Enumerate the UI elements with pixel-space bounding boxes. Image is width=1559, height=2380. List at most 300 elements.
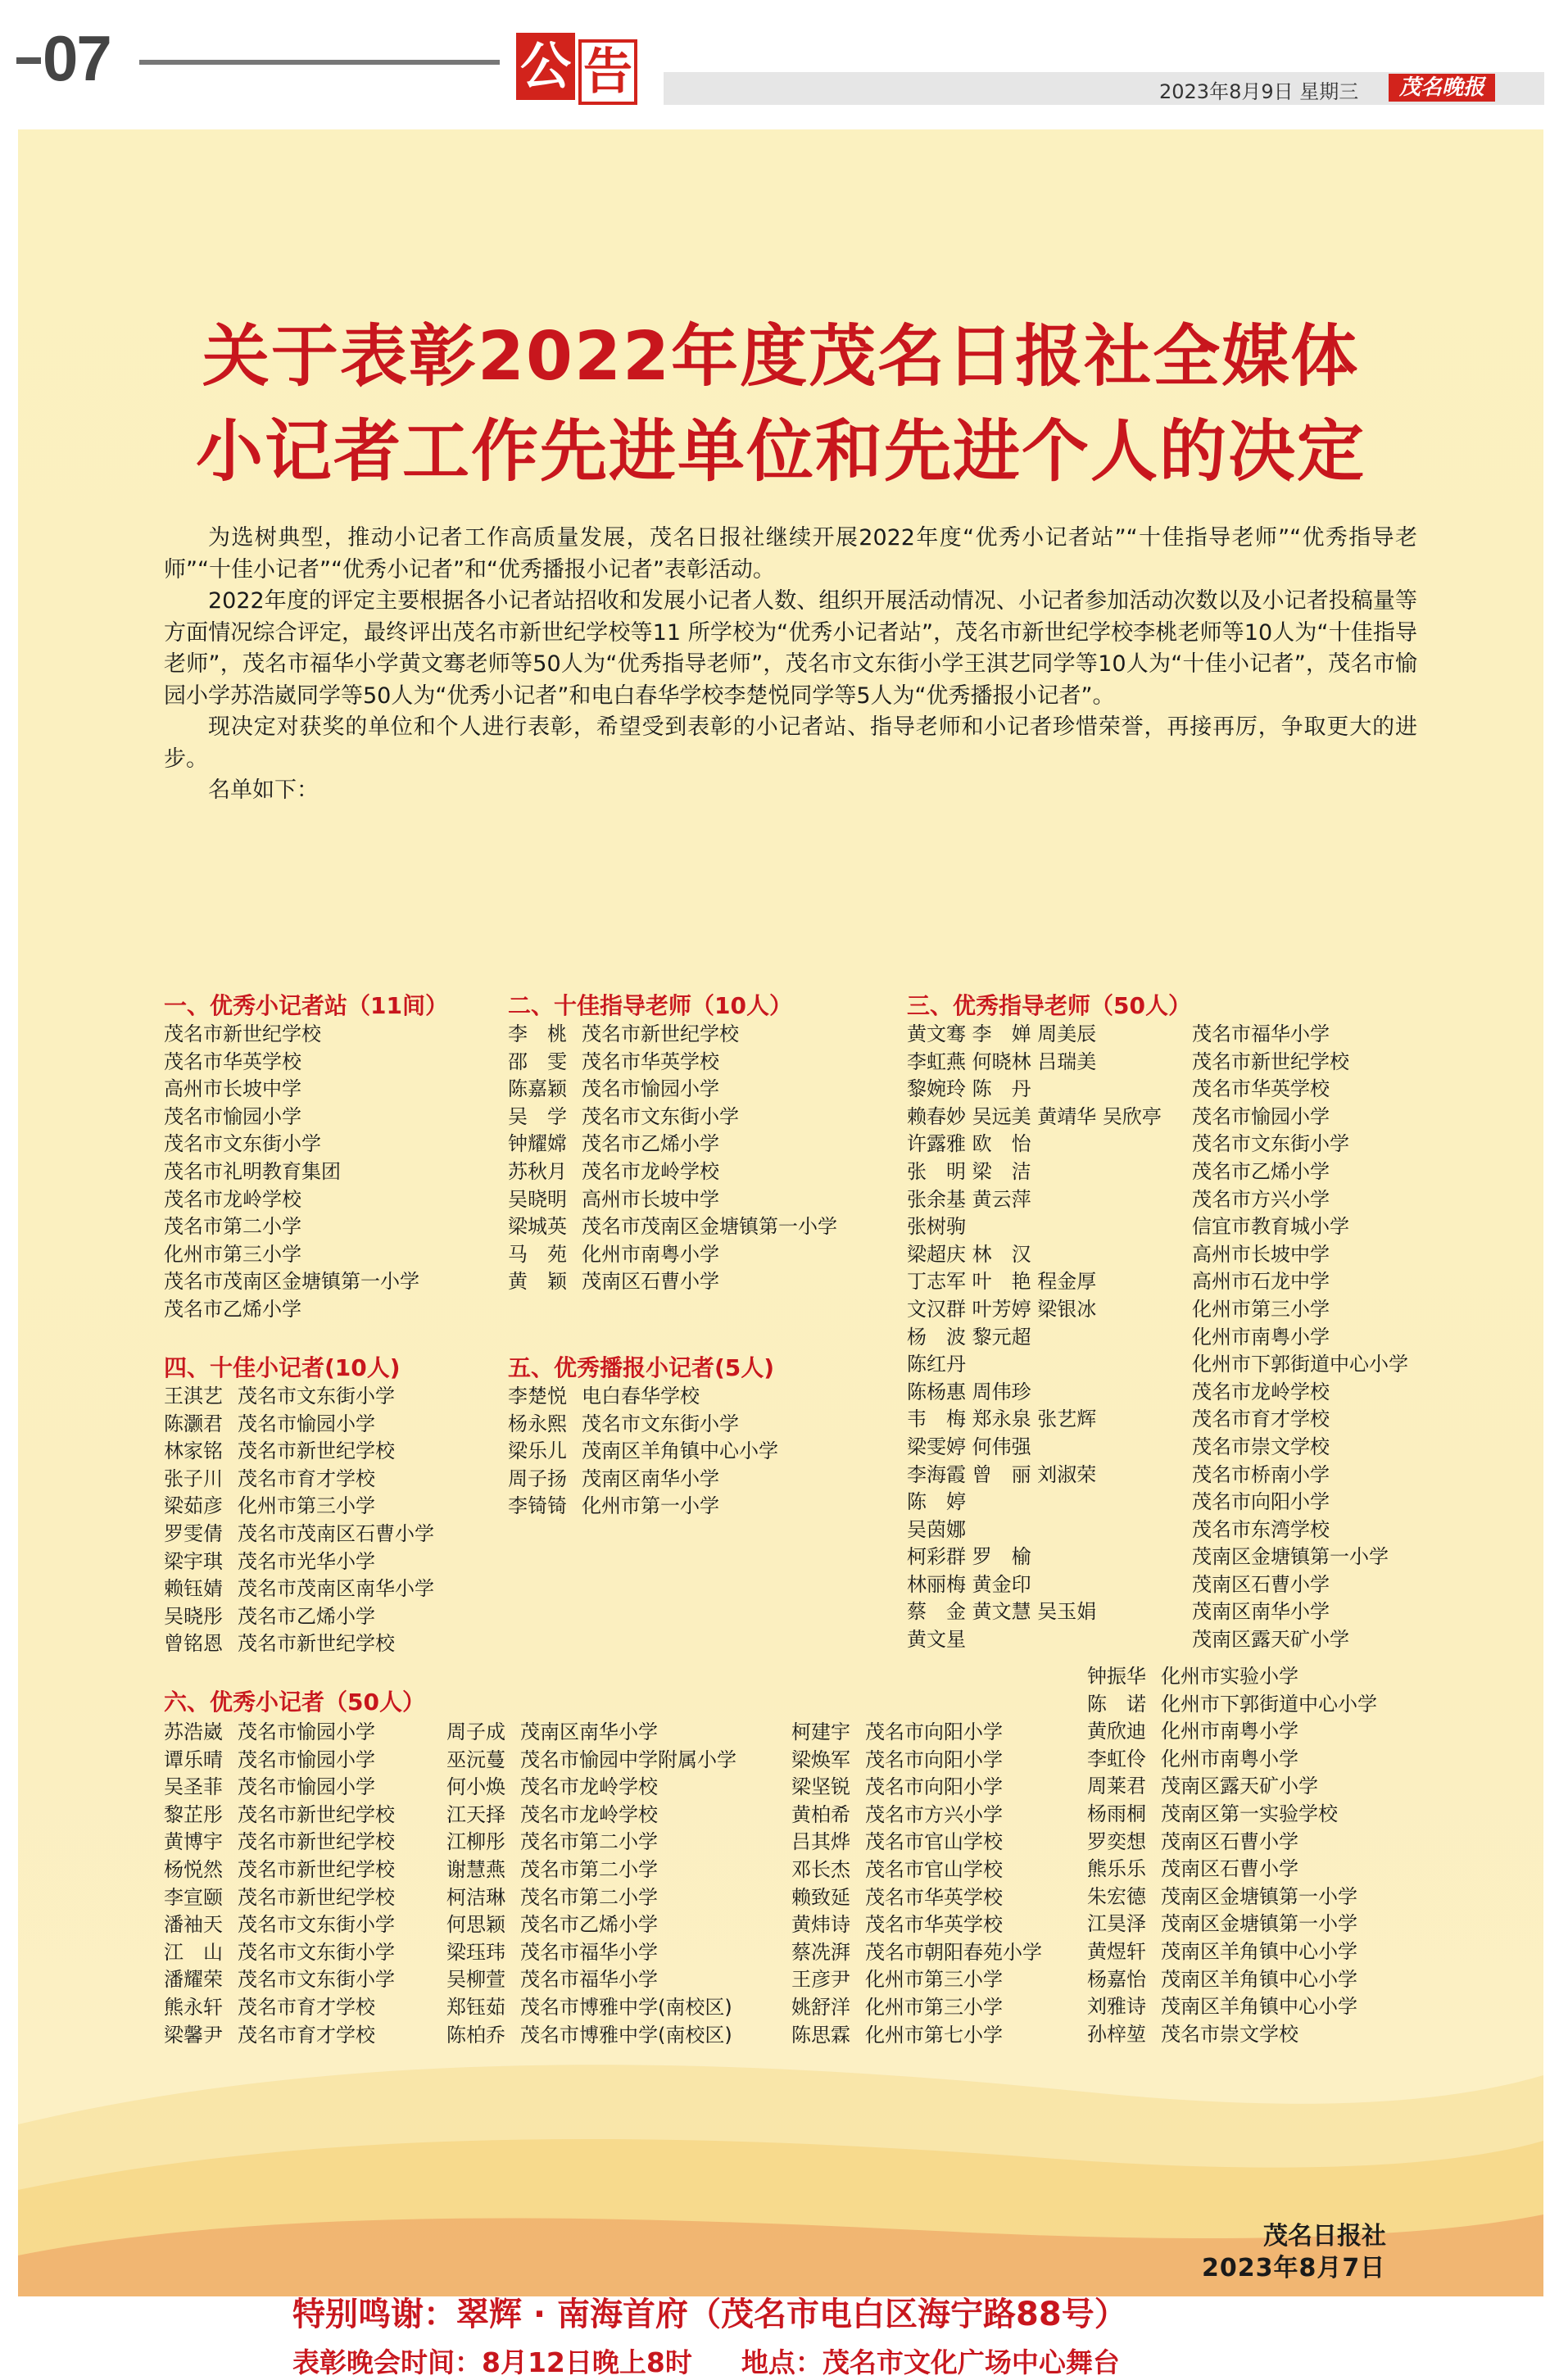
school-name: 茂名市文东街小学 [238,1913,395,1937]
list-item [164,1383,434,1411]
list-item: 高州市长坡中学 [164,1077,301,1101]
person-name: 梁珏玮 [446,1940,505,1964]
list-item [508,1049,837,1077]
person-name: 梁宇琪 [164,1549,223,1573]
list-item [907,1626,1408,1654]
list-item [164,1774,395,1802]
list-item [508,1213,837,1241]
list-item [1087,1884,1377,1911]
reporter-column-3 [791,1719,1042,2049]
list-item [508,1241,837,1269]
list-item [907,1544,1408,1571]
list-item [164,1466,434,1494]
reporter-list [446,1719,736,2049]
signature-date: 2023年8月7日 [1202,2254,1386,2283]
list-item [791,1802,1042,1829]
list-item: 茂名市新世纪学校 [164,1022,321,1045]
person-name: 江昊泽 [1087,1912,1146,1936]
list-item [164,1575,434,1603]
list-item [508,1186,837,1214]
list-item [446,1856,736,1884]
list-item [907,1021,1408,1049]
school-name: 茂名市博雅中学(南校区) [520,2023,732,2047]
list-item [791,1774,1042,1802]
person-name: 吴晓明 [508,1187,567,1211]
person-name: 李 桃 [508,1022,567,1045]
person-name: 陈嘉颖 [508,1077,567,1101]
list-item [907,1462,1408,1489]
school-name: 化州市第三小学 [865,1995,1003,2019]
school-name: 茂名市文东街小学 [582,1104,739,1128]
person-name: 柯建宇 [791,1720,850,1743]
page-header [0,0,1559,123]
school-name: 茂名市新世纪学校 [238,1632,395,1656]
list-item [164,1603,434,1631]
person-name: 杨永熙 [508,1412,567,1435]
person-name: 梁茹彦 [164,1494,223,1518]
event-place: 地点：茂名市文化广场中心舞台 [741,2346,1120,2378]
section-title: 三、优秀指导老师（50人） [907,992,1191,1019]
header-dash [16,57,41,64]
person-name: 邵 雯 [508,1049,567,1073]
person-name: 苏秋月 [508,1159,567,1183]
person-name: 周子扬 [508,1467,567,1490]
list-item [164,1911,395,1939]
person-name: 苏浩崴 [164,1720,223,1743]
person-name: 熊永轩 [164,1995,223,2019]
signature-org: 茂名日报社 [1263,2222,1386,2251]
section-title: 六、优秀小记者（50人） [164,1689,425,1716]
person-name: 黄炜诗 [791,1913,850,1937]
person-name: 李楚悦 [508,1385,567,1408]
person-name: 朱宏德 [1087,1884,1146,1908]
school-name: 茂名市新世纪学校 [238,1802,395,1826]
list-item [446,1939,736,1967]
school-name: 茂名市东湾学校 [1192,1517,1330,1541]
person-name: 李宣颐 [164,1885,223,1909]
school-name: 茂名市向阳小学 [1192,1490,1330,1514]
person-name: 吴柳萱 [446,1968,505,1992]
person-name: 赖钰婧 [164,1577,223,1601]
list-item [907,1571,1408,1599]
list-item [446,2022,736,2050]
school-name: 茂名市文东街小学 [238,1968,395,1992]
list-item [1087,1993,1377,2021]
person-name: 吴 学 [508,1104,567,1128]
person-name: 谢慧燕 [446,1857,505,1881]
list-item [907,1213,1408,1241]
section-broadcast-reporters [508,1353,778,1521]
school-name: 茂名市向阳小学 [865,1720,1003,1743]
list-item [907,1598,1408,1626]
list-item [508,1493,778,1521]
person-name: 黎婉玲 陈 丹 [907,1077,1031,1101]
event-info [292,2341,1169,2380]
list-item: 茂名市愉园小学 [164,1104,301,1128]
person-name: 姚舒洋 [791,1995,850,2019]
school-name: 化州市第三小学 [1192,1297,1330,1321]
list-item [907,1516,1408,1544]
school-name: 茂名市光华小学 [238,1549,375,1573]
list-item [164,1548,434,1576]
school-name: 茂名市新世纪学校 [238,1885,395,1909]
issue-date: 2023年8月9日 星期三 [1159,80,1359,103]
school-name: 茂名市愉园小学 [238,1720,375,1743]
list-item: 茂名市茂南区金塘镇第一小学 [164,1270,419,1294]
list-item [164,1747,395,1775]
list-item [164,1939,395,1967]
list-item [907,1049,1408,1077]
school-name: 茂名市愉园小学 [238,1748,375,1771]
list-item [1087,1718,1377,1746]
person-name: 杨嘉怡 [1087,1967,1146,1991]
person-name: 梁雯婷 何伟强 [907,1435,1031,1458]
list-item: 茂名市华英学校 [164,1049,301,1073]
list-item [907,1241,1408,1269]
teacher-list [508,1021,837,1296]
person-name: 文汉群 叶芳婷 梁银冰 [907,1297,1097,1321]
person-name: 马 苑 [508,1242,567,1266]
person-name: 邓长杰 [791,1857,850,1881]
school-name: 茂南区金塘镇第一小学 [1161,1884,1357,1908]
school-name: 化州市实验小学 [1161,1665,1298,1688]
list-item [164,1856,395,1884]
teacher-list [907,1021,1408,1654]
list-item [508,1466,778,1494]
list-item [1087,1663,1377,1691]
person-name: 梁馨尹 [164,2023,223,2047]
intro-paragraph: 名单如下： [208,777,319,803]
reporter-list [791,1719,1042,2049]
list-item [907,1186,1408,1214]
school-name: 化州市南粤小学 [1192,1325,1330,1349]
list-item [791,1994,1042,2022]
school-name: 茂名市第二小学 [520,1857,658,1881]
school-name: 茂南区南华小学 [582,1467,719,1490]
person-name: 丁志军 叶 艳 程金厚 [907,1270,1097,1294]
person-name: 钟耀嫦 [508,1132,567,1156]
person-name: 何小焕 [446,1775,505,1799]
school-name: 茂名市文东街小学 [238,1385,395,1408]
school-name: 茂南区石曹小学 [1161,1829,1298,1853]
section-excellent-reporters [164,1688,425,1717]
school-name: 茂名市向阳小学 [865,1748,1003,1771]
person-name: 黄文骞 李 婵 周美辰 [907,1022,1097,1045]
school-name: 茂名市华英学校 [865,1913,1003,1937]
school-name: 茂名市福华小学 [1192,1022,1330,1045]
school-name: 茂名市官山学校 [865,1830,1003,1854]
school-name: 茂名市愉园小学 [238,1775,375,1799]
person-name: 陈 诺 [1087,1692,1146,1716]
list-item [907,1296,1408,1324]
intro-text [164,523,1417,807]
intro-paragraph: 2022年度的评定主要根据各小记者站招收和发展小记者人数、组织开展活动情况、小记者参加活动次数以及小记者投稿量等方面情况综合评定，最终评出茂名市新世纪学校等11 所学校为“优秀小记者站”，茂名市新世纪学校李桃老师等10人为“十佳指导老师”，茂名市福华小学黄文骞老师等50人为“优秀指导老师”，茂名市文东街小学王淇艺同学等10人为“十佳小记者”，茂名市愉园小学苏浩崴同学等50人为“优秀小记者”和电白春华学校李楚悦同学等5人为“优秀播报小记者”。 [164,588,1417,709]
section-top10-reporters [164,1353,434,1658]
person-name: 黄欣迪 [1087,1720,1146,1743]
reporter-list [164,1383,434,1658]
school-name: 茂名市茂南区金塘镇第一小学 [582,1215,837,1239]
school-name: 高州市长坡中学 [1192,1242,1330,1266]
school-name: 茂名市龙岭学校 [582,1159,719,1183]
list-item [1087,1801,1377,1829]
list-item: 化州市第三小学 [164,1242,301,1266]
list-item [164,1630,434,1658]
person-name: 曾铭恩 [164,1632,223,1656]
person-name: 陈思霖 [791,2023,850,2047]
list-item [446,1911,736,1939]
list-item [508,1021,837,1049]
person-name: 黄博宇 [164,1830,223,1854]
school-name: 信宜市教育城小学 [1192,1215,1349,1239]
list-item [446,1884,736,1912]
list-item [164,1829,395,1856]
person-name: 钟振华 [1087,1665,1146,1688]
person-name: 柯彩群 罗 榆 [907,1545,1031,1569]
list-item [1087,1966,1377,1994]
header-rule-left [139,60,500,65]
list-item [907,1379,1408,1407]
section-excellent-stations [164,991,448,1324]
person-name: 蔡冼湃 [791,1940,850,1964]
school-name: 化州市第三小学 [865,1968,1003,1992]
title-line-1: 关于表彰2022年度茂名日报社全媒体 [202,318,1360,396]
school-name: 茂名市新世纪学校 [1192,1049,1349,1073]
person-name: 梁乐儿 [508,1439,567,1463]
person-name: 张子川 [164,1467,223,1490]
special-thanks: 特别鸣谢：翠辉 · 南海首府（茂名市电白区海宁路88号） [292,2296,1127,2333]
school-name: 茂南区羊角镇中心小学 [1161,1967,1357,1991]
school-name: 茂名市龙岭学校 [1192,1380,1330,1403]
school-name: 茂名市育才学校 [238,1467,375,1490]
person-name: 江柳彤 [446,1830,505,1854]
person-name: 黎芷彤 [164,1802,223,1826]
school-name: 茂名市愉园小学 [582,1077,719,1101]
list-item [907,1158,1408,1186]
section-title: 二、十佳指导老师（10人） [508,992,792,1019]
announcement-panel [18,129,1543,2378]
school-name: 茂名市第二小学 [520,1830,658,1854]
school-name: 茂名市龙岭学校 [520,1802,658,1826]
school-name: 高州市石龙中学 [1192,1270,1330,1294]
school-name: 茂名市文东街小学 [1192,1132,1349,1156]
school-name: 化州市南粤小学 [582,1242,719,1266]
reporter-list [1087,1663,1377,2048]
person-name: 赖春妙 吴远美 黄靖华 吴欣亭 [907,1104,1162,1128]
list-item: 茂名市第二小学 [164,1215,301,1239]
intro-paragraph: 为选树典型，推动小记者工作高质量发展，茂名日报社继续开展2022年度“优秀小记者站”“十佳指导老师”“优秀指导老师”“十佳小记者”“优秀小记者”和“优秀播报小记者”表彰活动。 [164,525,1417,583]
reporter-list [164,1719,395,2049]
person-name: 李锜锜 [508,1494,567,1518]
school-name: 茂南区石曹小学 [1192,1572,1330,1596]
school-name: 茂名市华英学校 [582,1049,719,1073]
list-item [164,2022,395,2050]
person-name: 吕其烨 [791,1830,850,1854]
list-item [446,1802,736,1829]
school-name: 茂名市龙岭学校 [520,1775,658,1799]
section-title: 一、优秀小记者站（11间） [164,992,448,1019]
person-name: 谭乐晴 [164,1748,223,1771]
person-name: 蔡 金 黄文慧 吴玉娟 [907,1600,1097,1624]
list-item [164,1966,395,1994]
list-item [791,1747,1042,1775]
list-item [164,1994,395,2022]
person-name: 江 山 [164,1940,223,1964]
list-item [446,1719,736,1747]
section-excellent-teachers [907,991,1408,1654]
list-item [446,1829,736,1856]
school-name: 化州市第三小学 [238,1494,375,1518]
list-item [907,1406,1408,1434]
school-name: 化州市第七小学 [865,2023,1003,2047]
person-name: 杨悦然 [164,1857,223,1881]
school-name: 化州市下郭街道中心小学 [1161,1692,1377,1716]
school-name: 茂名市华英学校 [865,1885,1003,1909]
school-name: 茂南区石曹小学 [582,1270,719,1294]
list-item [907,1076,1408,1104]
school-name: 化州市南粤小学 [1161,1720,1298,1743]
school-name: 茂名市乙烯小学 [1192,1159,1330,1183]
list-item [508,1076,837,1104]
person-name: 李虹燕 何晓林 吕瑞美 [907,1049,1097,1073]
person-name: 许露雅 欧 怡 [907,1132,1031,1156]
school-name: 茂南区南华小学 [1192,1600,1330,1624]
school-name: 化州市南粤小学 [1161,1747,1298,1770]
school-name: 茂名市福华小学 [520,1968,658,1992]
school-name: 茂名市新世纪学校 [582,1022,739,1045]
school-name: 茂南区羊角镇中心小学 [1161,1939,1357,1963]
person-name: 周子成 [446,1720,505,1743]
person-name: 吴茵娜 [907,1517,966,1541]
person-name: 罗雯倩 [164,1521,223,1545]
list-item [446,1774,736,1802]
list-item [1087,1746,1377,1774]
station-list [164,1021,448,1324]
person-name: 黄文星 [907,1628,966,1652]
school-name: 茂名市育才学校 [238,2023,375,2047]
person-name: 陈红丹 [907,1353,966,1376]
list-item [1087,2021,1377,2049]
section-title: 五、优秀播报小记者(5人) [508,1354,775,1381]
school-name: 茂名市崇文学校 [1161,2022,1298,2046]
list-item [446,1994,736,2022]
person-name: 梁城英 [508,1215,567,1239]
list-item [907,1104,1408,1131]
person-name: 郑钰茹 [446,1995,505,2019]
school-name: 茂南区第一实验学校 [1161,1802,1338,1825]
school-name: 电白春华学校 [582,1385,700,1408]
person-name: 王淇艺 [164,1385,223,1408]
person-name: 梁超庆 林 汉 [907,1242,1031,1266]
school-name: 茂南区金塘镇第一小学 [1161,1912,1357,1936]
school-name: 茂名市乙烯小学 [520,1913,658,1937]
school-name: 茂名市朝阳春苑小学 [865,1940,1042,1964]
school-name: 茂名市愉园中学附属小学 [520,1748,736,1771]
list-item [791,1856,1042,1884]
section-badge [516,33,639,105]
list-item [791,1829,1042,1856]
person-name: 林家铭 [164,1439,223,1463]
person-name: 杨雨桐 [1087,1802,1146,1825]
list-item [791,1719,1042,1747]
school-name: 茂名市桥南小学 [1192,1462,1330,1486]
person-name: 柯洁琳 [446,1885,505,1909]
school-name: 茂南区露天矿小学 [1161,1775,1318,1798]
person-name: 张余基 黄云萍 [907,1187,1031,1211]
school-name: 茂名市文东街小学 [238,1940,395,1964]
person-name: 黄煜轩 [1087,1939,1146,1963]
person-name: 陈 婷 [907,1490,966,1514]
list-item [791,1911,1042,1939]
newspaper-logo: 茂名晚报 [1389,74,1495,102]
list-item: 茂名市乙烯小学 [164,1297,301,1321]
list-item [508,1383,778,1411]
school-name: 茂名市福华小学 [520,1940,658,1964]
school-name: 茂名市方兴小学 [1192,1187,1330,1211]
section-badge-char2: 告 [578,39,637,105]
school-name: 茂名市华英学校 [1192,1077,1330,1101]
person-name: 何思颖 [446,1913,505,1937]
person-name: 张 明 梁 洁 [907,1159,1031,1183]
school-name: 高州市长坡中学 [582,1187,719,1211]
person-name: 梁焕军 [791,1748,850,1771]
person-name: 陈柏乔 [446,2023,505,2047]
school-name: 茂南区石曹小学 [1161,1857,1298,1881]
school-name: 茂名市愉园小学 [1192,1104,1330,1128]
person-name: 吴晓彤 [164,1604,223,1628]
list-item [1087,1773,1377,1801]
section-title: 四、十佳小记者(10人) [164,1354,401,1381]
school-name: 茂名市育才学校 [238,1995,375,2019]
school-name: 茂南区露天矿小学 [1192,1628,1349,1652]
list-item [791,1884,1042,1912]
school-name: 茂南区南华小学 [520,1720,658,1743]
reporter-column-1 [164,1719,395,2049]
list-item [1087,1911,1377,1938]
list-item [164,1884,395,1912]
person-name: 江天择 [446,1802,505,1826]
list-item [164,1719,395,1747]
person-name: 周莱君 [1087,1775,1146,1798]
school-name: 茂南区金塘镇第一小学 [1192,1545,1389,1569]
school-name: 茂名市乙烯小学 [238,1604,375,1628]
reporter-column-4 [1087,1663,1377,2048]
reporter-column-2 [446,1719,736,2049]
school-name: 茂名市崇文学校 [1192,1435,1330,1458]
event-time: 表彰晚会时间：8月12日晚上8时 [292,2346,692,2378]
school-name: 茂名市新世纪学校 [238,1439,395,1463]
section-top10-teachers [508,991,837,1296]
list-item [791,1966,1042,1994]
school-name: 茂名市茂南区石曹小学 [238,1521,434,1545]
person-name: 熊乐乐 [1087,1857,1146,1881]
page-number: 07 [43,22,111,94]
list-item [907,1268,1408,1296]
list-item: 茂名市礼明教育集团 [164,1159,341,1183]
school-name: 茂名市新世纪学校 [238,1830,395,1854]
list-item [1087,1691,1377,1719]
school-name: 茂名市新世纪学校 [238,1857,395,1881]
person-name: 梁坚锐 [791,1775,850,1799]
list-item: 茂名市文东街小学 [164,1132,321,1156]
list-item [508,1104,837,1131]
person-name: 潘袖天 [164,1913,223,1937]
list-item [446,1747,736,1775]
list-item [508,1131,837,1158]
person-name: 张树驹 [907,1215,966,1239]
list-item [446,1966,736,1994]
list-item [164,1411,434,1439]
person-name: 王彦尹 [791,1968,850,1992]
